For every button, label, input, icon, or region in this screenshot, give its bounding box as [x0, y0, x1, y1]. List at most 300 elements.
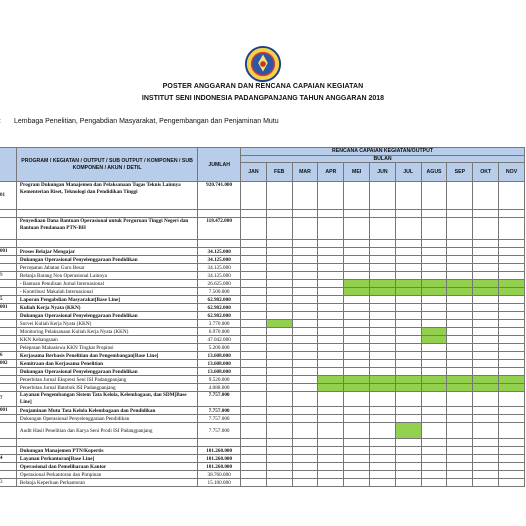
- month-cell: [266, 463, 292, 471]
- month-cell-scheduled: [395, 288, 421, 296]
- month-cell: [266, 352, 292, 360]
- row-code: [0, 336, 16, 344]
- month-cell: [292, 415, 318, 423]
- row-code: 7: [0, 392, 16, 407]
- month-cell: [395, 360, 421, 368]
- month-cell: [241, 344, 267, 352]
- month-cell: [266, 360, 292, 368]
- row-description: Audit Hasil Penelitian dan Karya Seni Prodi ISI Padangpanjang: [16, 423, 197, 439]
- month-cell: [473, 471, 499, 479]
- month-header: APR: [318, 163, 344, 182]
- month-cell-scheduled: [318, 376, 344, 384]
- row-amount: 47.042.000: [198, 336, 241, 344]
- month-cell: [499, 471, 525, 479]
- month-cell-scheduled: [473, 384, 499, 392]
- month-cell: [421, 471, 447, 479]
- month-cell: [421, 256, 447, 264]
- month-cell: [241, 392, 267, 407]
- row-description: KKN Kebangsaan: [16, 336, 197, 344]
- row-description: Kemitraan dan Kerjasama Penelitian: [16, 360, 197, 368]
- table-row: [0, 320, 525, 328]
- month-cell: [370, 328, 396, 336]
- month-cell: [395, 392, 421, 407]
- month-cell: [499, 296, 525, 304]
- month-cell: [473, 392, 499, 407]
- month-cell: [499, 328, 525, 336]
- month-cell: [266, 407, 292, 415]
- month-cell: [421, 264, 447, 272]
- row-code: [0, 384, 16, 392]
- month-cell: [499, 312, 525, 320]
- month-cell: [318, 182, 344, 210]
- row-description: [16, 210, 197, 218]
- row-code: 001: [0, 304, 16, 312]
- month-cell: [241, 240, 267, 248]
- month-header: MAR: [292, 163, 318, 182]
- month-cell: [292, 210, 318, 218]
- month-cell: [473, 344, 499, 352]
- month-cell: [421, 368, 447, 376]
- row-amount: 34.125.000: [198, 256, 241, 264]
- month-cell: [447, 248, 473, 256]
- month-cell: [318, 218, 344, 240]
- month-cell: [318, 272, 344, 280]
- month-cell: [370, 455, 396, 463]
- row-description: Dukungan Operasional Penyelenggaraan Pendidikan: [16, 415, 197, 423]
- month-cell: [241, 320, 267, 328]
- row-code: [0, 471, 16, 479]
- month-cell-scheduled: [395, 376, 421, 384]
- month-cell: [370, 415, 396, 423]
- month-cell-scheduled: [421, 384, 447, 392]
- month-cell: [266, 336, 292, 344]
- month-cell: [318, 407, 344, 415]
- month-cell: [292, 312, 318, 320]
- month-cell: [266, 423, 292, 439]
- table-row: [0, 368, 525, 376]
- month-cell: [421, 296, 447, 304]
- month-cell: [292, 376, 318, 384]
- month-cell: [447, 336, 473, 344]
- month-cell: [344, 360, 370, 368]
- month-cell: [370, 256, 396, 264]
- row-code: [0, 423, 16, 439]
- month-cell: [344, 272, 370, 280]
- row-code: 001: [0, 248, 16, 256]
- month-cell: [395, 352, 421, 360]
- month-cell: [318, 463, 344, 471]
- row-amount: 15.100.000: [198, 479, 241, 487]
- row-code: 5: [0, 296, 16, 304]
- month-cell: [395, 248, 421, 256]
- month-cell: [447, 447, 473, 455]
- month-cell: [421, 182, 447, 210]
- month-cell: [292, 447, 318, 455]
- month-cell: [499, 264, 525, 272]
- month-cell: [266, 447, 292, 455]
- month-header: JAN: [241, 163, 267, 182]
- month-cell: [447, 415, 473, 423]
- row-description: Penerbitan Jurnal Batobok ISI Padangpanjang: [16, 384, 197, 392]
- month-cell: [499, 182, 525, 210]
- row-code: [0, 447, 16, 455]
- month-cell-scheduled: [344, 384, 370, 392]
- month-cell: [447, 264, 473, 272]
- month-cell: [473, 352, 499, 360]
- row-amount: [198, 439, 241, 447]
- month-cell: [318, 264, 344, 272]
- row-code: 9: [0, 272, 16, 280]
- month-cell: [370, 344, 396, 352]
- row-amount: 7.757.000: [198, 415, 241, 423]
- month-cell: [421, 479, 447, 487]
- month-cell: [473, 182, 499, 210]
- row-amount: 38.760.000: [198, 471, 241, 479]
- month-cell: [292, 320, 318, 328]
- row-description: Dukungan Operasional Penyelenggaraan Pendidikan: [16, 312, 197, 320]
- month-cell-scheduled: [447, 288, 473, 296]
- month-cell: [395, 296, 421, 304]
- month-cell: [241, 463, 267, 471]
- month-cell: [318, 240, 344, 248]
- row-description: Dukungan Operasional Penyelenggaraan Pendidikan: [16, 256, 197, 264]
- month-cell: [344, 182, 370, 210]
- month-cell: [292, 463, 318, 471]
- month-cell: [241, 439, 267, 447]
- month-cell: [447, 304, 473, 312]
- row-description: Penyediaan Dana Bantuan Operasional untuk Perguruan Tinggi Negeri dan Bantuan Pendanaan PTN-BH: [16, 218, 197, 240]
- month-cell: [499, 256, 525, 264]
- month-cell: [499, 272, 525, 280]
- month-cell: [344, 344, 370, 352]
- month-cell: [318, 344, 344, 352]
- month-cell-scheduled: [370, 376, 396, 384]
- document-title: POSTER ANGGARAN DAN RENCANA CAPAIAN KEGIATAN: [162, 83, 364, 90]
- month-cell: [318, 352, 344, 360]
- month-cell: [292, 336, 318, 344]
- month-cell: [473, 360, 499, 368]
- row-description: Laporan Pengabdian Masyarakat[Base Line]: [16, 296, 197, 304]
- month-cell: [370, 248, 396, 256]
- row-code: [0, 344, 16, 352]
- row-description: Program Dukungan Manajemen dan Pelaksanaan Tugas Teknis Lainnya Kementerian Riset, Teknologi dan Pendidikan Tinggi: [16, 182, 197, 210]
- month-cell: [447, 210, 473, 218]
- month-cell: [395, 182, 421, 210]
- table-row: [0, 471, 525, 479]
- month-cell-scheduled: [370, 384, 396, 392]
- table-row: [0, 312, 525, 320]
- month-cell-scheduled: [499, 376, 525, 384]
- month-cell: [421, 304, 447, 312]
- table-row: [0, 407, 525, 415]
- month-cell: [499, 447, 525, 455]
- month-cell: [370, 182, 396, 210]
- row-amount: 4.088.000: [198, 384, 241, 392]
- month-header: SEP: [447, 163, 473, 182]
- month-cell-scheduled: [395, 423, 421, 439]
- month-cell: [344, 415, 370, 423]
- month-cell: [318, 471, 344, 479]
- month-cell: [447, 360, 473, 368]
- month-cell: [473, 240, 499, 248]
- month-cell: [395, 312, 421, 320]
- row-amount: 13.608.000: [198, 368, 241, 376]
- month-cell: [421, 344, 447, 352]
- month-cell: [395, 479, 421, 487]
- month-cell: [370, 479, 396, 487]
- month-cell: [266, 288, 292, 296]
- month-cell-scheduled: [344, 376, 370, 384]
- month-cell-scheduled: [344, 280, 370, 288]
- month-cell: [499, 360, 525, 368]
- month-cell: [241, 360, 267, 368]
- month-cell: [473, 320, 499, 328]
- row-description: Survei Kuliah Kerja Nyata (KKN): [16, 320, 197, 328]
- row-description: Belanja Keperluan Perkantoran: [16, 479, 197, 487]
- row-amount: [198, 210, 241, 218]
- row-code: [0, 210, 16, 218]
- row-description: [16, 439, 197, 447]
- month-cell: [473, 407, 499, 415]
- month-cell: [499, 240, 525, 248]
- month-cell: [447, 272, 473, 280]
- month-cell: [421, 240, 447, 248]
- row-code: [0, 415, 16, 423]
- table-row: [0, 280, 525, 288]
- month-cell: [318, 304, 344, 312]
- row-amount: 101.260.000: [198, 455, 241, 463]
- month-cell: [266, 312, 292, 320]
- row-code: [0, 288, 16, 296]
- row-description: Monitoring Pelaksanaan Kuliah Kerja Nyata (KKN): [16, 328, 197, 336]
- month-cell: [395, 368, 421, 376]
- month-cell: [318, 415, 344, 423]
- month-cell: [266, 256, 292, 264]
- month-cell: [370, 407, 396, 415]
- table-row: [0, 304, 525, 312]
- month-cell: [241, 280, 267, 288]
- month-cell: [292, 328, 318, 336]
- table-row: [0, 218, 525, 240]
- month-cell: [473, 479, 499, 487]
- table-row: [0, 288, 525, 296]
- month-cell: [241, 264, 267, 272]
- month-cell-scheduled: [447, 376, 473, 384]
- month-cell-scheduled: [473, 376, 499, 384]
- month-cell: [292, 423, 318, 439]
- month-cell: [292, 182, 318, 210]
- row-description: Kuliah Kerja Nyata (KKN): [16, 304, 197, 312]
- month-cell: [370, 304, 396, 312]
- row-amount: 5.200.000: [198, 344, 241, 352]
- row-code: 3: [0, 479, 16, 487]
- table-row: [0, 447, 525, 455]
- month-cell-scheduled: [395, 280, 421, 288]
- month-cell: [344, 447, 370, 455]
- month-cell: [241, 296, 267, 304]
- month-cell: [292, 288, 318, 296]
- month-cell: [292, 439, 318, 447]
- month-cell: [344, 479, 370, 487]
- month-cell: [499, 423, 525, 439]
- row-description: Belanja Barang Non Operasional Lainnya: [16, 272, 197, 280]
- month-cell-scheduled: [266, 320, 292, 328]
- row-amount: 34.125.000: [198, 248, 241, 256]
- month-cell: [344, 439, 370, 447]
- table-row: [0, 455, 525, 463]
- table-row: [0, 376, 525, 384]
- month-cell: [473, 272, 499, 280]
- month-cell: [499, 439, 525, 447]
- month-cell: [421, 439, 447, 447]
- month-cell: [370, 210, 396, 218]
- month-cell-scheduled: [447, 280, 473, 288]
- month-header: FEB: [266, 163, 292, 182]
- row-code: [0, 264, 16, 272]
- month-cell: [370, 296, 396, 304]
- month-cell: [344, 256, 370, 264]
- month-cell: [292, 479, 318, 487]
- document-subtitle: INSTITUT SENI INDONESIA PADANGPANJANG TAHUN ANGGARAN 2018: [141, 95, 385, 102]
- table-row: [0, 352, 525, 360]
- month-cell: [447, 423, 473, 439]
- month-cell: [266, 328, 292, 336]
- row-amount: 7.757.000: [198, 407, 241, 415]
- month-cell: [447, 218, 473, 240]
- month-cell: [395, 264, 421, 272]
- month-cell: [447, 455, 473, 463]
- budget-table: [0, 147, 525, 487]
- month-cell: [344, 423, 370, 439]
- month-cell: [266, 296, 292, 304]
- month-cell: [241, 352, 267, 360]
- month-cell: [370, 352, 396, 360]
- month-cell: [318, 455, 344, 463]
- month-cell: [395, 272, 421, 280]
- month-header: NOV: [499, 163, 525, 182]
- month-cell: [370, 272, 396, 280]
- month-cell: [421, 463, 447, 471]
- table-row: [0, 392, 525, 407]
- row-description: Dukungan Manajemen PTN/Kopertis: [16, 447, 197, 455]
- month-cell: [473, 256, 499, 264]
- month-cell-scheduled: [421, 376, 447, 384]
- row-amount: 101.260.000: [198, 447, 241, 455]
- table-row: [0, 296, 525, 304]
- month-cell: [447, 368, 473, 376]
- month-cell: [266, 376, 292, 384]
- month-cell: [370, 368, 396, 376]
- month-cell: [447, 344, 473, 352]
- table-row: [0, 256, 525, 264]
- row-code: [0, 368, 16, 376]
- month-cell: [473, 312, 499, 320]
- month-cell: [344, 248, 370, 256]
- month-cell: [292, 392, 318, 407]
- month-cell: [344, 392, 370, 407]
- table-row: [0, 344, 525, 352]
- row-description: Proses Belajar Mengajar: [16, 248, 197, 256]
- row-code: 002: [0, 360, 16, 368]
- table-row: [0, 240, 525, 248]
- month-cell: [318, 447, 344, 455]
- month-cell: [395, 256, 421, 264]
- row-code: [0, 439, 16, 447]
- table-row: [0, 210, 525, 218]
- month-cell: [473, 423, 499, 439]
- month-cell: [318, 360, 344, 368]
- month-cell: [241, 479, 267, 487]
- month-cell: [292, 471, 318, 479]
- month-cell: [447, 320, 473, 328]
- month-cell: [292, 240, 318, 248]
- month-cell: [395, 304, 421, 312]
- month-cell: [499, 455, 525, 463]
- row-amount: 62.982.000: [198, 312, 241, 320]
- month-cell: [447, 352, 473, 360]
- row-amount: 34.125.000: [198, 264, 241, 272]
- month-cell-scheduled: [395, 384, 421, 392]
- month-cell: [266, 210, 292, 218]
- row-description: Layanan Perkantoran[Base Line]: [16, 455, 197, 463]
- month-cell-scheduled: [370, 288, 396, 296]
- month-cell: [421, 210, 447, 218]
- row-amount: 101.260.000: [198, 463, 241, 471]
- month-cell: [395, 240, 421, 248]
- month-cell: [318, 439, 344, 447]
- row-amount: 7.757.000: [198, 392, 241, 407]
- month-cell: [421, 312, 447, 320]
- month-cell-scheduled: [344, 288, 370, 296]
- month-cell: [241, 384, 267, 392]
- row-description: Operasional dan Pemeliharaan Kantor: [16, 463, 197, 471]
- program-header: PROGRAM / KEGIATAN / OUTPUT / SUB OUTPUT / KOMPONEN / SUB KOMPONEN / AKUN / DETIL: [16, 148, 197, 182]
- month-cell: [318, 479, 344, 487]
- month-cell-scheduled: [499, 288, 525, 296]
- month-cell: [266, 248, 292, 256]
- month-cell: [395, 455, 421, 463]
- unit-colon: [0, 118, 1, 125]
- month-cell: [421, 423, 447, 439]
- month-cell: [499, 336, 525, 344]
- row-description: Pelepasan Mahasiswa KKN Tingkat Propinsi: [16, 344, 197, 352]
- row-code: [0, 320, 16, 328]
- month-cell: [241, 210, 267, 218]
- month-cell: [499, 218, 525, 240]
- table-row: [0, 384, 525, 392]
- row-amount: 62.982.000: [198, 304, 241, 312]
- month-cell: [499, 304, 525, 312]
- month-header: JUN: [370, 163, 396, 182]
- month-cell: [499, 463, 525, 471]
- month-cell: [266, 455, 292, 463]
- month-cell: [318, 288, 344, 296]
- month-cell: [395, 471, 421, 479]
- month-cell: [421, 248, 447, 256]
- row-code: [0, 312, 16, 320]
- month-cell: [292, 248, 318, 256]
- table-row: [0, 439, 525, 447]
- month-cell: [370, 240, 396, 248]
- amount-header: JUMLAH: [198, 148, 241, 182]
- month-cell: [499, 248, 525, 256]
- month-cell: [395, 218, 421, 240]
- month-cell: [395, 415, 421, 423]
- row-code: 6: [0, 352, 16, 360]
- month-cell: [473, 439, 499, 447]
- row-amount: 920.741.000: [198, 182, 241, 210]
- month-cell: [473, 218, 499, 240]
